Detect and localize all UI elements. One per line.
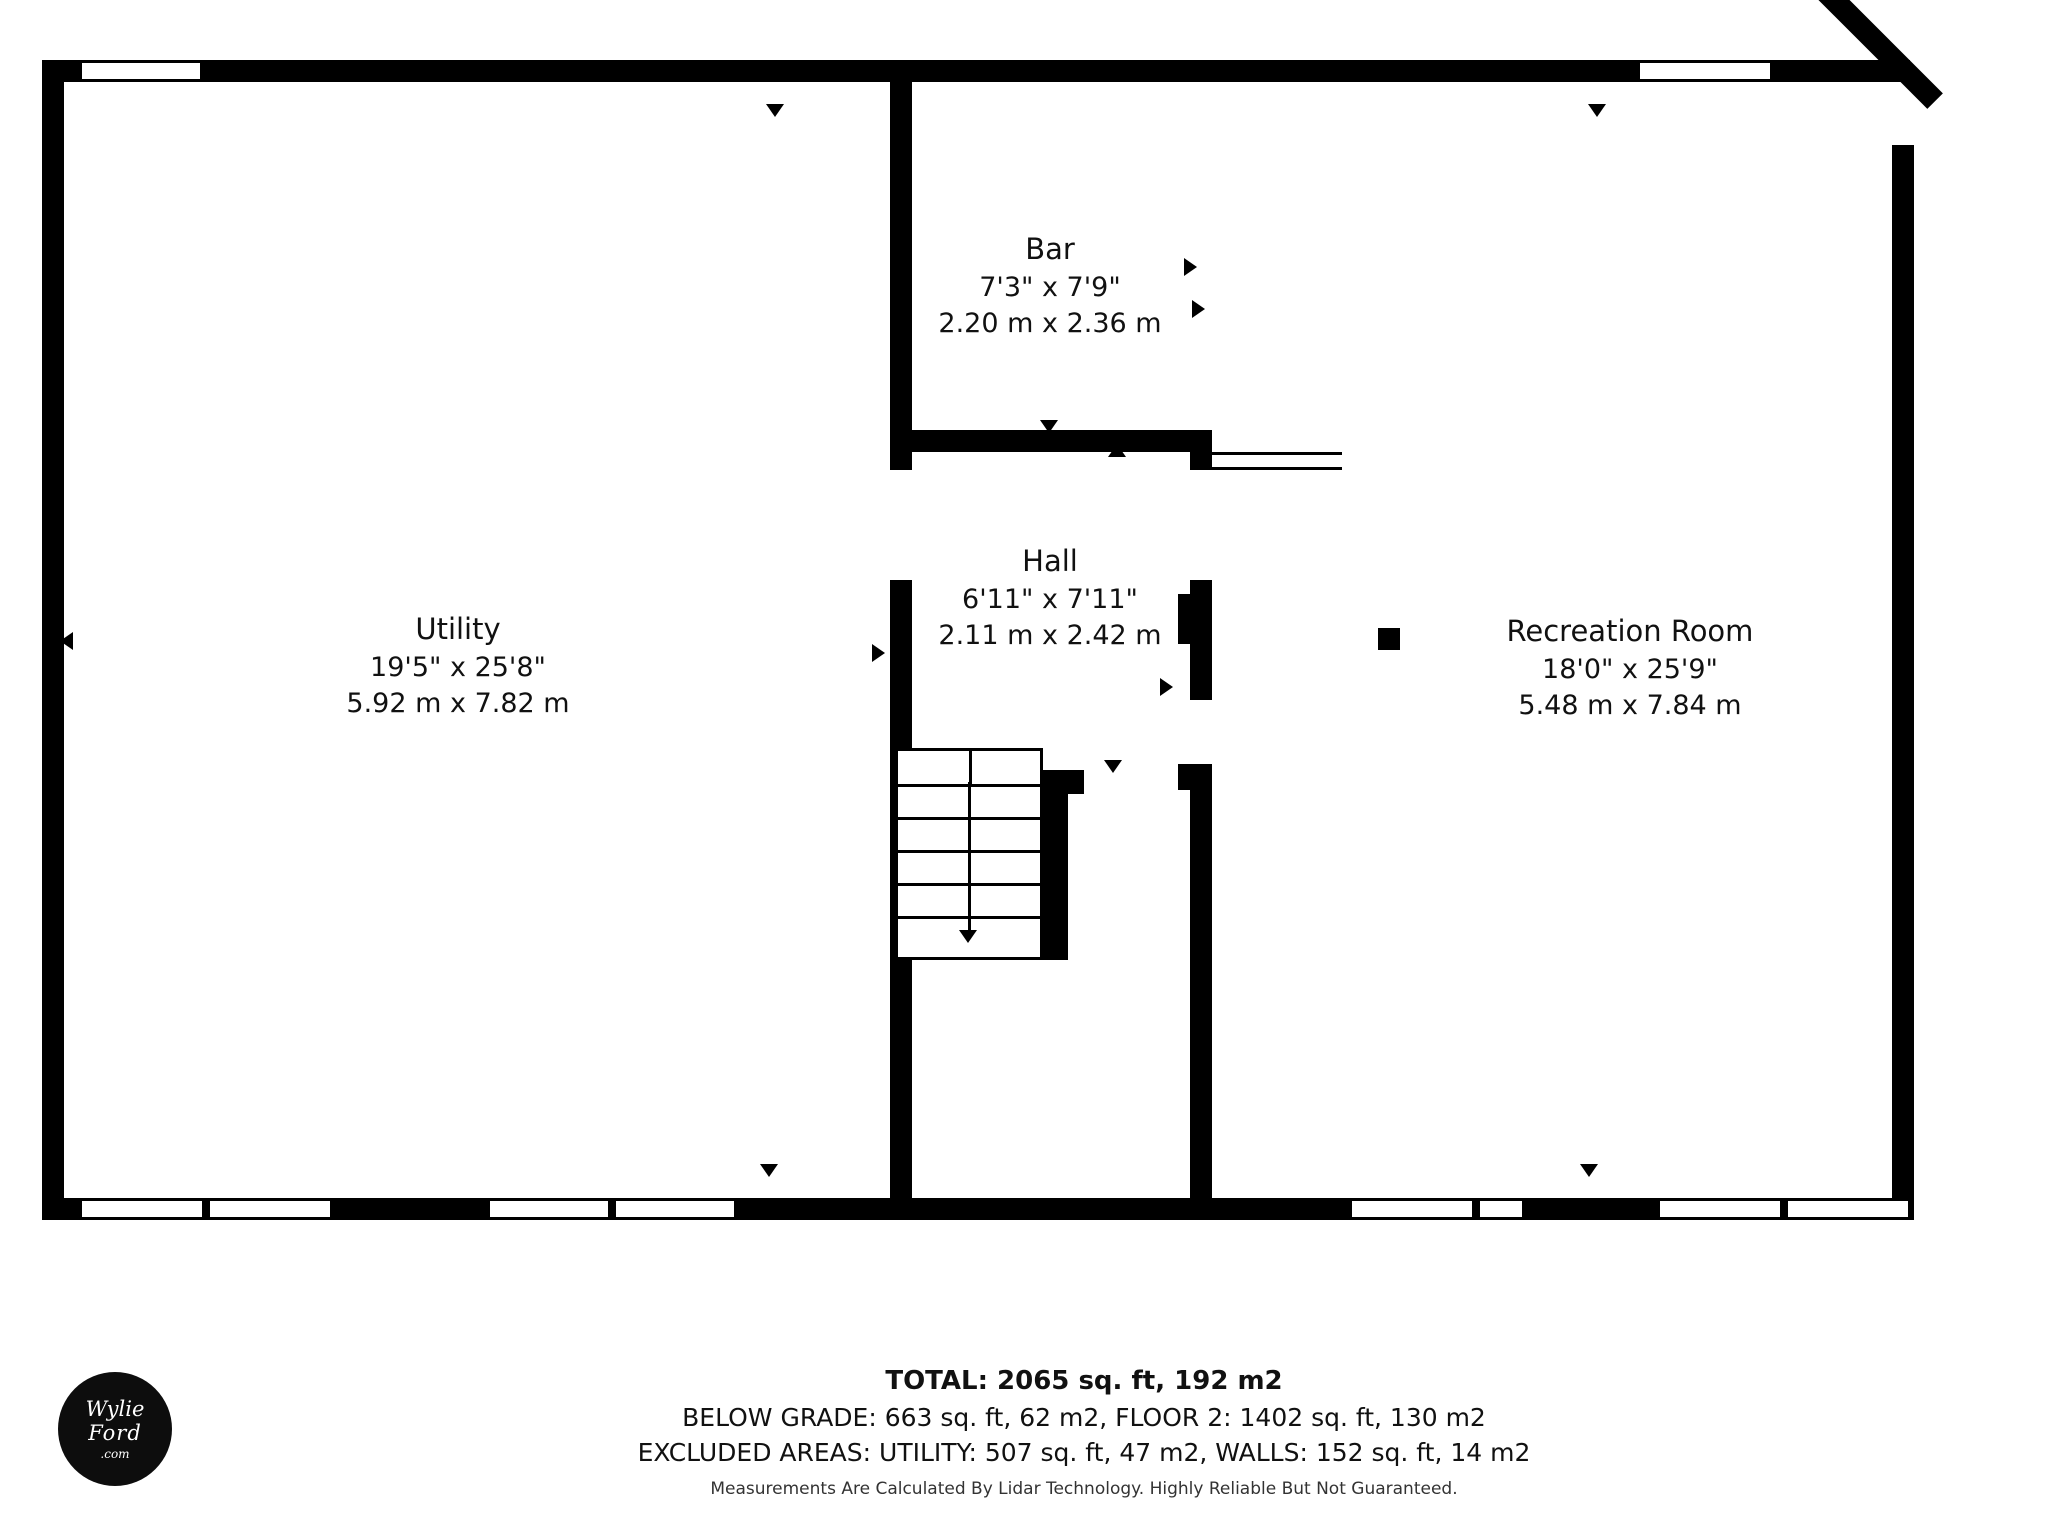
room-dim-imperial-hall: 6'11" x 7'11" xyxy=(962,584,1138,616)
room-label-bar xyxy=(840,230,1260,342)
room-dim-metric-utility: 5.92 m x 7.82 m xyxy=(346,687,570,719)
wall-stub-stairs-right xyxy=(1042,770,1068,960)
room-dim-imperial-recreation-room: 18'0" x 25'9" xyxy=(1542,654,1718,686)
wall-stub-stairs-top xyxy=(1042,770,1084,794)
room-label-utility xyxy=(248,610,668,722)
door-opening-hall-recreation-lower xyxy=(1190,700,1212,768)
interior-wall-bar-bottom xyxy=(890,430,1212,452)
stair-direction-arrow xyxy=(959,930,977,943)
window-top-right xyxy=(1640,60,1770,82)
door-arrow-top-utility xyxy=(766,104,784,117)
window-bottom-6 xyxy=(1480,1198,1522,1220)
logo-line-3: .com xyxy=(100,1446,130,1461)
door-arrow-hall-stairs xyxy=(1104,760,1122,773)
stair-center-rail xyxy=(969,751,972,785)
window-bottom-4 xyxy=(616,1198,734,1220)
recreation-room-fixture xyxy=(1378,628,1400,650)
bar-counter xyxy=(1212,452,1342,470)
window-bottom-5 xyxy=(1352,1198,1472,1220)
door-arrow-hall-right xyxy=(1160,678,1173,696)
room-name-recreation-room: Recreation Room xyxy=(1506,614,1754,648)
room-name-utility: Utility xyxy=(415,612,501,646)
exterior-wall-corner-chamfer xyxy=(1807,0,1943,109)
room-dim-imperial-bar: 7'3" x 7'9" xyxy=(979,272,1121,304)
door-arrow-hall-left xyxy=(893,678,906,696)
window-bottom-2 xyxy=(210,1198,330,1220)
window-bottom-8 xyxy=(1788,1198,1908,1220)
room-label-hall xyxy=(840,542,1260,654)
footer-summary xyxy=(180,1366,1988,1499)
door-arrow-bar-bottom xyxy=(1040,420,1058,433)
exterior-wall-top xyxy=(42,60,1910,82)
room-label-recreation-room xyxy=(1400,612,1860,724)
room-name-bar: Bar xyxy=(1025,232,1075,266)
room-dim-metric-bar: 2.20 m x 2.36 m xyxy=(938,307,1162,339)
brand-logo[interactable] xyxy=(58,1372,172,1486)
window-bottom-7 xyxy=(1660,1198,1780,1220)
footer-excluded: EXCLUDED AREAS: UTILITY: 507 sq. ft, 47 m2, WALLS: 152 sq. ft, 14 m2 xyxy=(637,1438,1531,1467)
logo-line-1: Wylie xyxy=(85,1396,145,1421)
footer-disclaimer: Measurements Are Calculated By Lidar Technology. Highly Reliable But Not Guaranteed. xyxy=(710,1479,1458,1499)
footer xyxy=(0,1300,2048,1536)
window-bottom-1 xyxy=(82,1198,202,1220)
window-top-left xyxy=(82,60,200,82)
window-bottom-3 xyxy=(490,1198,608,1220)
footer-breakdown: BELOW GRADE: 663 sq. ft, 62 m2, FLOOR 2: 1402 sq. ft, 130 m2 xyxy=(682,1403,1486,1432)
door-arrow-bottom-recreation xyxy=(1580,1164,1598,1177)
door-arrow-bottom-utility xyxy=(760,1164,778,1177)
door-arrow-top-bar xyxy=(1588,104,1606,117)
room-name-hall: Hall xyxy=(1022,544,1078,578)
room-dim-imperial-utility: 19'5" x 25'8" xyxy=(370,652,546,684)
room-dim-metric-hall: 2.11 m x 2.42 m xyxy=(938,619,1162,651)
wall-stub-hall-right-lower xyxy=(1178,764,1212,790)
room-dim-metric-recreation-room: 5.48 m x 7.84 m xyxy=(1518,689,1742,721)
footer-total: TOTAL: 2065 sq. ft, 192 m2 xyxy=(885,1366,1283,1396)
stair-direction-line xyxy=(968,782,971,934)
door-arrow-utility-left xyxy=(60,632,73,650)
door-arrow-exterior-right xyxy=(1897,300,1910,318)
door-arrow-hall-top xyxy=(1108,444,1126,457)
logo-line-2: Ford xyxy=(88,1420,142,1445)
